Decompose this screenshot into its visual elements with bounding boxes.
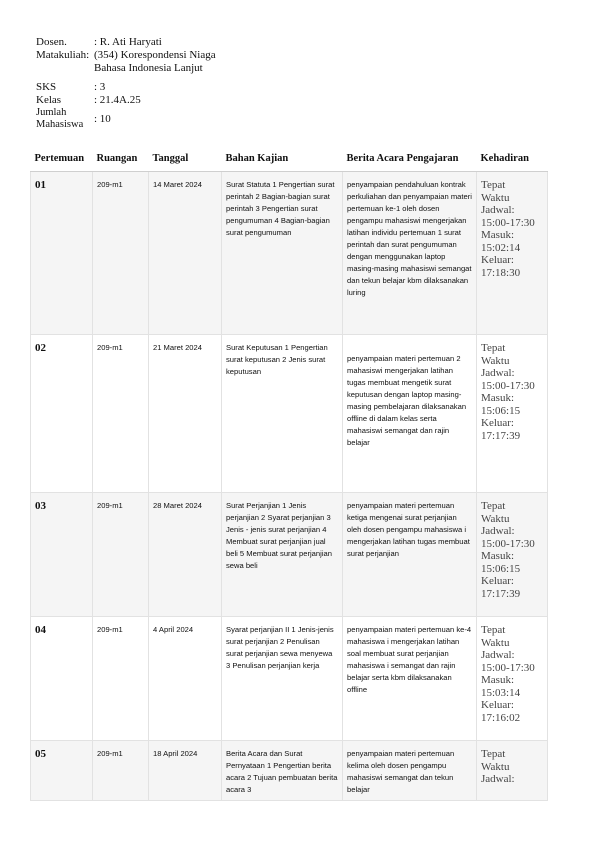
kelas-label: Kelas [36, 94, 62, 106]
cell-pertemuan: 04 [31, 617, 93, 741]
info-matakuliah [36, 49, 296, 75]
kehadiran-line: Masuk: [481, 392, 514, 404]
kehadiran-line: Tepat [481, 624, 506, 636]
cell-bahan-kajian: Berita Acara dan Surat Pernyataan 1 Pengertian berita acara 2 Tujuan pembuatan berita acara 3 [222, 741, 343, 801]
kehadiran-line: 17:18:30 [481, 266, 521, 279]
cell-bahan-kajian: Surat Perjanjian 1 Jenis perjanjian 2 Syarat perjanjian 3 Jenis - jenis surat perjanjian 4 Membuat surat perjanjian jual beli 5 Membuat surat perjanjian sewa beli [222, 493, 343, 617]
kehadiran-line: Jadwal: [481, 649, 515, 661]
kehadiran-line: Keluar: [481, 575, 514, 587]
cell-pertemuan: 01 [31, 172, 93, 335]
cell-berita-acara: penyampaian materi pertemuan ke-4 mahasiswa i mengerjakan latihan soal membuat surat perjanjian mahasiswa i semangat dan rajin belajar serta kbm dilaksanakan offline [343, 617, 477, 741]
kehadiran-line: Waktu [481, 191, 510, 204]
jumlah-value: : 10 [94, 112, 111, 125]
cell-tanggal: 28 Maret 2024 [149, 493, 222, 617]
header-berita-acara: Berita Acara Pengajaran [343, 147, 477, 172]
info-kelas [36, 94, 296, 107]
kehadiran-line: Tepat [481, 179, 506, 191]
cell-pertemuan: 02 [31, 335, 93, 493]
kehadiran-line: Masuk: [481, 229, 514, 241]
kelas-value: : 21.4A.25 [94, 94, 141, 106]
kehadiran-line: 17:16:02 [481, 711, 521, 724]
cell-kehadiran [477, 493, 548, 617]
cell-ruangan: 209-m1 [93, 335, 149, 493]
cell-bahan-kajian: Syarat perjanjian II 1 Jenis-jenis surat perjanjian 2 Penulisan surat perjanjian sewa menyewa 3 Penulisan perjanjian kerja [222, 617, 343, 741]
cell-bahan-kajian: Surat Keputusan 1 Pengertian surat keputusan 2 Jenis surat keputusan [222, 335, 343, 493]
table-row [31, 741, 548, 801]
kehadiran-line: Tepat [481, 342, 506, 354]
dosen-label: Dosen. [36, 36, 67, 48]
dosen-value: : R. Ati Haryati [94, 36, 162, 48]
cell-kehadiran [477, 335, 548, 493]
cell-ruangan: 209-m1 [93, 617, 149, 741]
kehadiran-line: Keluar: [481, 254, 514, 266]
kehadiran-line: Keluar: [481, 417, 514, 429]
kehadiran-line: Keluar: [481, 699, 514, 711]
matakuliah-label: Matakuliah: [36, 49, 90, 61]
cell-ruangan: 209-m1 [93, 741, 149, 801]
cell-tanggal: 21 Maret 2024 [149, 335, 222, 493]
cell-kehadiran [477, 617, 548, 741]
sks-value: : 3 [94, 81, 106, 93]
cell-ruangan: 209-m1 [93, 493, 149, 617]
cell-kehadiran [477, 741, 548, 801]
header-bahan-kajian: Bahan Kajian [222, 147, 343, 172]
header-ruangan: Ruangan [93, 147, 149, 172]
table-row [31, 335, 548, 493]
kehadiran-line: 15:00-17:30 [481, 216, 535, 229]
header-kehadiran: Kehadiran [477, 147, 548, 172]
schedule-table [30, 147, 548, 801]
cell-kehadiran [477, 172, 548, 335]
kehadiran-line: Waktu [481, 354, 510, 367]
jumlah-label: Jumlah Mahasiswa [36, 107, 84, 130]
header-pertemuan: Pertemuan [31, 147, 93, 172]
kehadiran-line: Jadwal: [481, 204, 515, 216]
sks-label: SKS [36, 81, 57, 93]
cell-tanggal: 14 Maret 2024 [149, 172, 222, 335]
cell-berita-acara: penyampaian materi pertemuan ketiga mengenai surat perjanjian oleh dosen pengampu mahasiswa i mengerjakan latihan tugas membuat surat perjanjian [343, 493, 477, 617]
kehadiran-line: Tepat [481, 748, 506, 760]
course-info [36, 36, 296, 131]
cell-tanggal: 4 April 2024 [149, 617, 222, 741]
kehadiran-line: Waktu [481, 760, 510, 773]
matakuliah-value: (354) Korespondensi Niaga Bahasa Indonesia Lanjut [94, 49, 216, 74]
kehadiran-line: 15:00-17:30 [481, 661, 535, 674]
kehadiran-line: Jadwal: [481, 773, 515, 785]
info-dosen [36, 36, 296, 49]
kehadiran-line: 15:00-17:30 [481, 537, 535, 550]
cell-bahan-kajian: Surat Statuta 1 Pengertian surat perintah 2 Bagian-bagian surat perintah 3 Pengertian surat pengumuman 4 Bagian-bagian surat pengumuman [222, 172, 343, 335]
cell-berita-acara: penyampaian materi pertemuan 2 mahasiswi mengerjakan latihan tugas membuat mengetik surat keputusan dengan laptop masing-masing pembelajaran dilaksanakan offline di dalam kelas serta mahasiswi semangat dan rajin belajar [343, 335, 477, 493]
cell-pertemuan: 03 [31, 493, 93, 617]
info-sks [36, 81, 296, 94]
kehadiran-line: Jadwal: [481, 525, 515, 537]
header-tanggal: Tanggal [149, 147, 222, 172]
kehadiran-line: 15:02:14 [481, 241, 521, 254]
kehadiran-line: 15:06:15 [481, 562, 521, 575]
cell-tanggal: 18 April 2024 [149, 741, 222, 801]
kehadiran-line: 17:17:39 [481, 587, 521, 600]
table-row [31, 493, 548, 617]
kehadiran-line: Waktu [481, 512, 510, 525]
table-row [31, 617, 548, 741]
cell-berita-acara: penyampaian materi pertemuan kelima oleh dosen pengampu mahasiswi semangat dan tekun belajar [343, 741, 477, 801]
kehadiran-line: Jadwal: [481, 367, 515, 379]
cell-pertemuan: 05 [31, 741, 93, 801]
cell-berita-acara: penyampaian pendahuluan kontrak perkuliahan dan penyampaian materi pertemuan ke-1 oleh dosen pengampu mahasiswi mengerjakan latihan individu pertemuan 1 surat perintah dan surat pengumuman dengan menggunakan laptop masing-masing mahasiswi semangat dan tekun belajar kbm dilaksanakan luring [343, 172, 477, 335]
table-row [31, 172, 548, 335]
kehadiran-line: 15:03:14 [481, 686, 521, 699]
kehadiran-line: Masuk: [481, 674, 514, 686]
info-jumlah [36, 107, 296, 131]
kehadiran-line: 15:06:15 [481, 404, 521, 417]
kehadiran-line: Masuk: [481, 550, 514, 562]
table-header [31, 147, 548, 172]
kehadiran-line: 17:17:39 [481, 429, 521, 442]
kehadiran-line: Tepat [481, 500, 506, 512]
cell-ruangan: 209-m1 [93, 172, 149, 335]
kehadiran-line: 15:00-17:30 [481, 379, 535, 392]
kehadiran-line: Waktu [481, 636, 510, 649]
